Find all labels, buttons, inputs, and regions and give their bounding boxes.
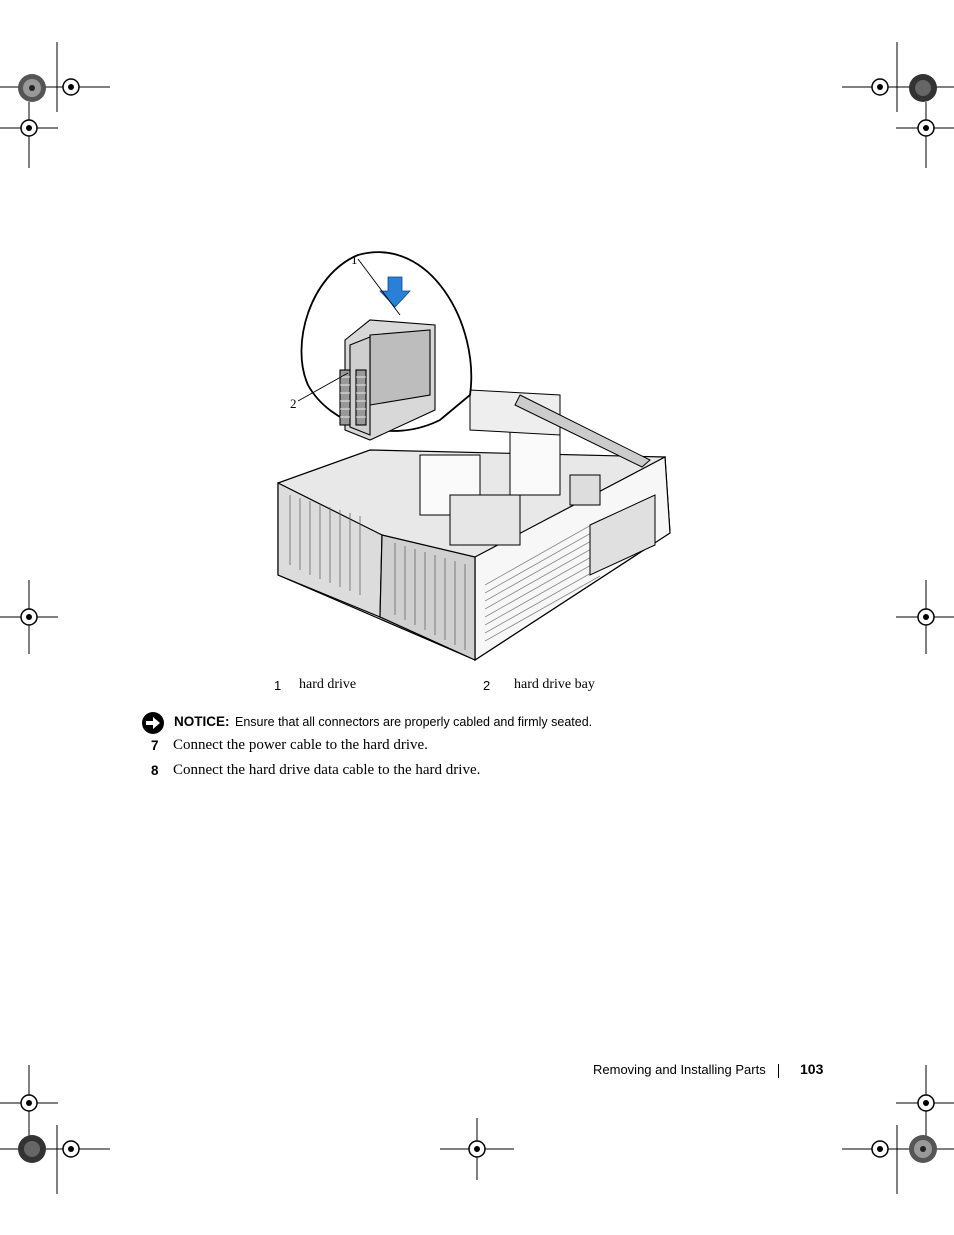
step-number: 7 [151,738,159,753]
notice-text: Ensure that all connectors are properly cabled and firmly seated. [235,715,593,729]
legend-number: 2 [483,678,491,693]
notice [141,711,841,735]
step-text: Connect the hard drive data cable to the hard drive. [173,762,481,778]
callout-2: 2 [290,396,297,411]
legend-number: 1 [274,678,282,693]
notice-arrow-icon [141,711,165,735]
hard-drive-installation-figure [270,245,680,665]
figure-legend [0,676,954,698]
callout-1: 1 [351,252,358,267]
step-number: 8 [151,763,159,778]
footer-separator [778,1064,779,1078]
legend-text: hard drive [299,677,357,692]
footer-section-title: Removing and Installing Parts [593,1062,766,1077]
legend-text: hard drive bay [514,677,595,692]
notice-label: NOTICE: [174,714,230,729]
step-text: Connect the power cable to the hard drive. [173,737,428,753]
page-number: 103 [800,1061,824,1077]
page-footer [560,1061,830,1081]
